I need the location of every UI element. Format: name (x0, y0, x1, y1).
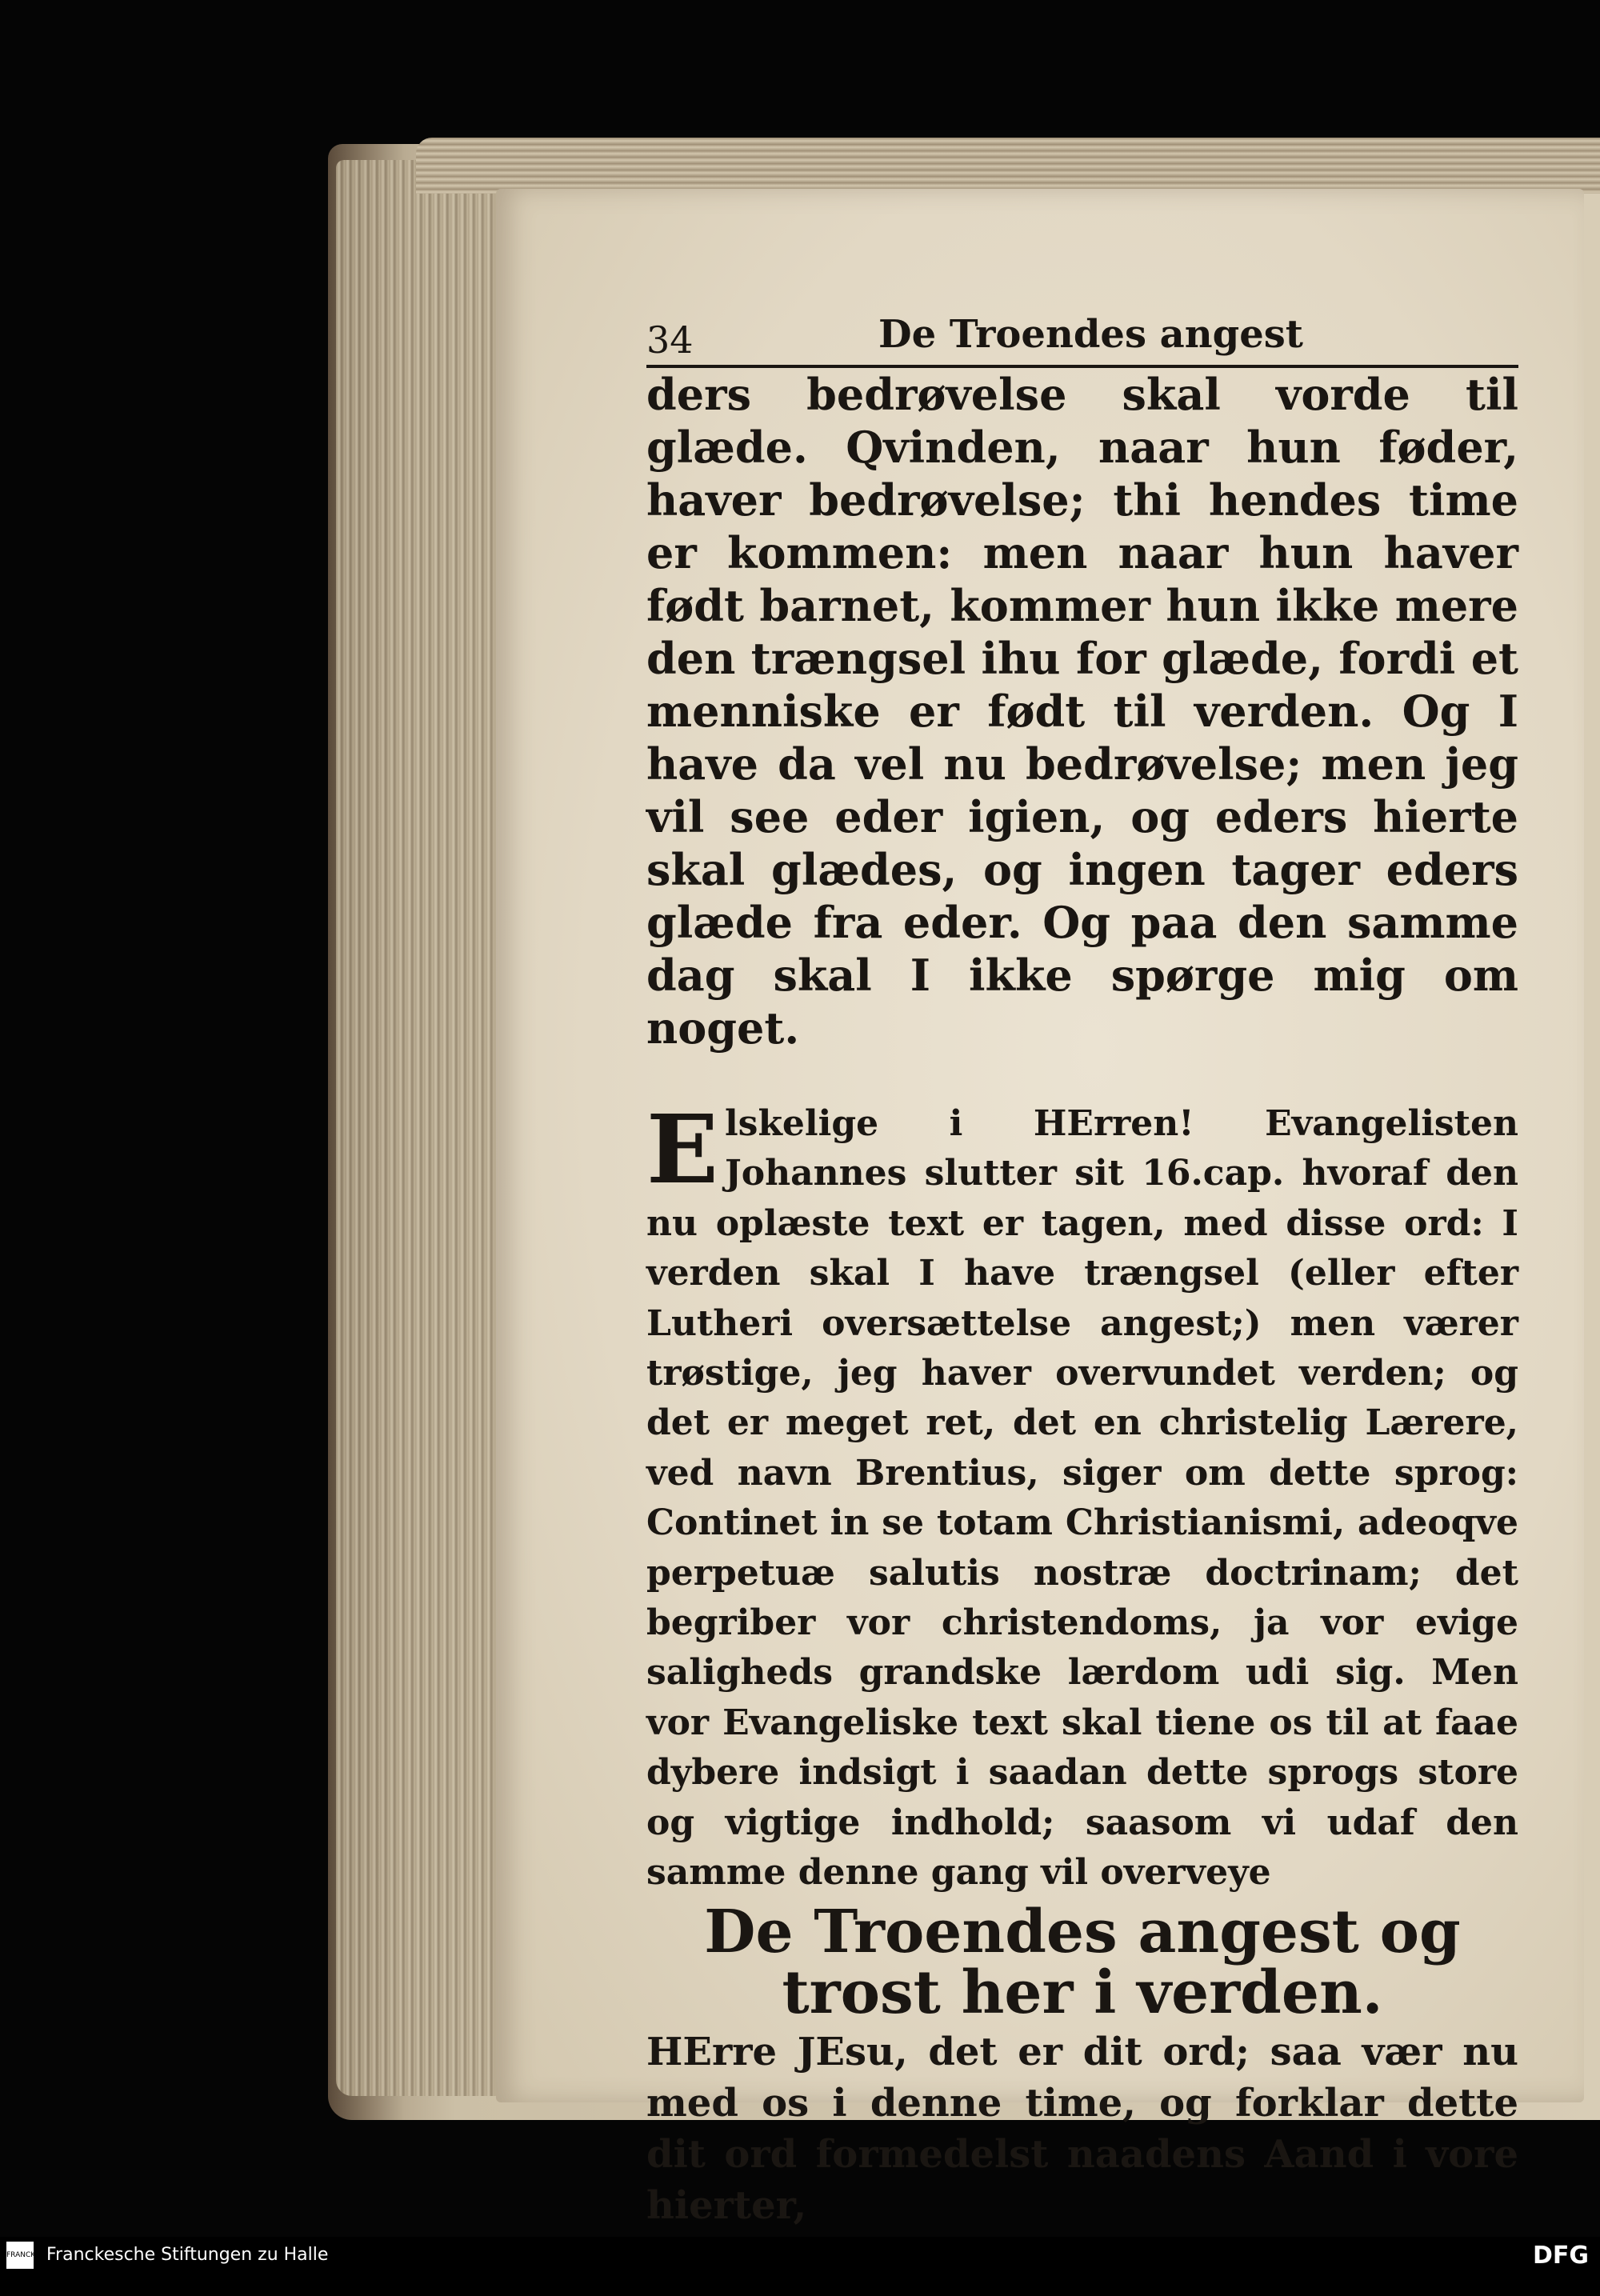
institution-name: Franckesche Stiftungen zu Halle (46, 2245, 329, 2265)
paragraph-introduction-text: lskelige i HErren! Evangelisten Johannes slutter sit 16.cap. hvoraf den nu oplæste text er tagen, med disse ord: I verden skal I have trængsel (eller efter Lutheri oversættelse angest;) men værer trøstige, jeg haver overvundet verden; og det er meget ret, det en christelig Lærere, ved navn Brentius, siger om dette sprog: Continet in se totam Christianismi, adeoqve perpetuæ salutis nostræ doctrinam; det begriber vor christendoms, ja vor evige saligheds grandske lærdom udi sig. Men vor Evangeliske text skal tiene os til at faae dybere indsigt i saadan dette sprogs store og vigtige indhold; saasom vi udaf den samme denne gang vil overveye (646, 1103, 1518, 1894)
page-header (646, 312, 1518, 368)
drop-initial: E (646, 1094, 718, 1205)
page-number: 34 (646, 318, 694, 362)
paragraph-scripture: ders bedrøvelse skal vorde til glæde. Qvinden, naar hun føder, haver bedrøvelse; thi hendes time er kommen: men naar hun haver født barnet, kommer hun ikke mere den trængsel ihu for glæde, fordi et menniske er født til verden. Og I have da vel nu bedrøvelse; men jeg vil see eder igien, og eders hierte skal glædes, og ingen tager eders glæde fra eder. Og paa den samme dag skal I ikke spørge mig om noget. (646, 369, 1518, 1054)
page-text (646, 312, 1518, 2276)
dfg-logo: DFG (1532, 2242, 1589, 2270)
institution-logo-text: FRANCKESCHE STIFTUNGEN (6, 2251, 60, 2286)
book-page-edges (336, 160, 496, 2096)
section-title: De Troendes angest og trost her i verden. (704, 1897, 1461, 2027)
institution-logo-icon (6, 2242, 60, 2286)
footer-bar (0, 2237, 1600, 2286)
book-top-edge (416, 138, 1600, 194)
paragraph-introduction (646, 1094, 1518, 1898)
running-title: De Troendes angest (878, 312, 1303, 357)
paragraph-prayer: HErre JEsu, det er dit ord; saa vær nu med os i denne time, og forklar dette dit ord formedelst naadens Aand i vore hierter, (646, 2029, 1518, 2228)
